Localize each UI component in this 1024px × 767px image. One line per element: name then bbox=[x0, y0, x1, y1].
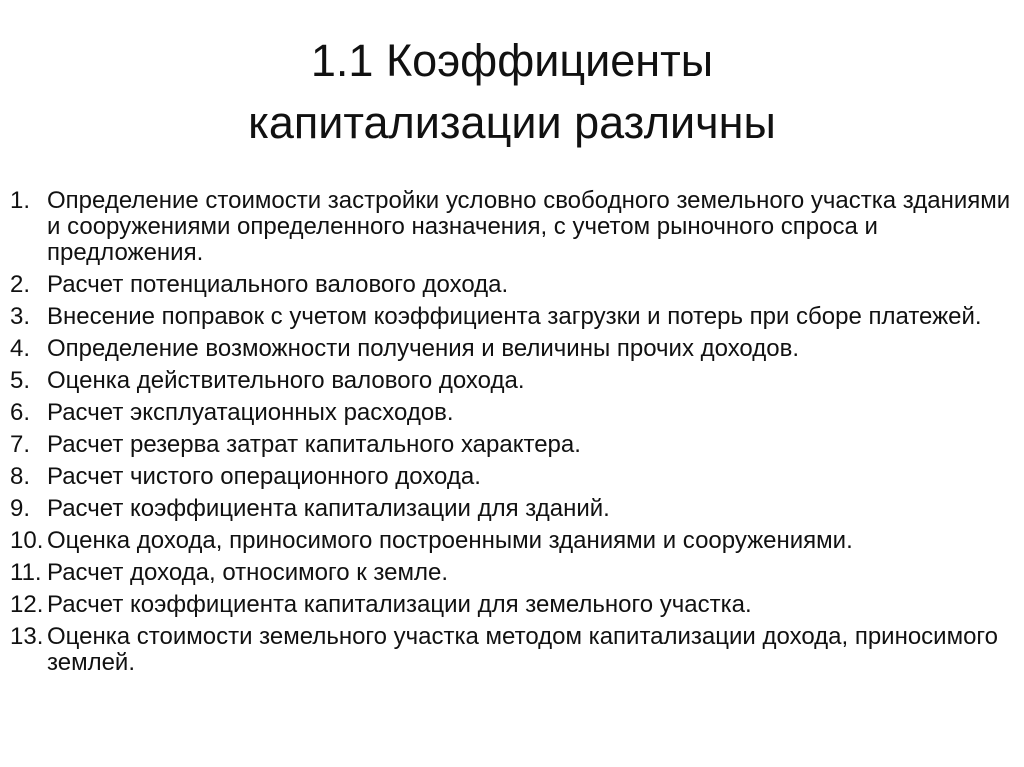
list-item-number: 13. bbox=[10, 623, 44, 650]
list-item bbox=[10, 272, 1020, 298]
list-item bbox=[10, 188, 1020, 266]
list-item-number: 8. bbox=[10, 463, 31, 490]
list-item bbox=[10, 592, 1020, 618]
list-item-text: Расчет дохода, относимого к земле. bbox=[47, 559, 449, 586]
list-item-text: Расчет коэффициента капитализации для земельного участка. bbox=[47, 591, 752, 618]
list-item-text: Оценка дохода, приносимого построенными зданиями и сооружениями. bbox=[47, 527, 853, 554]
list-item bbox=[10, 304, 1020, 330]
steps-list bbox=[10, 188, 1020, 682]
list-item-number: 3. bbox=[10, 303, 31, 330]
list-item bbox=[10, 368, 1020, 394]
title-line-1: 1.1 Коэффициенты bbox=[310, 35, 714, 86]
list-item-text: Расчет потенциального валового дохода. bbox=[47, 271, 509, 298]
list-item-number: 10. bbox=[10, 527, 44, 554]
list-item bbox=[10, 432, 1020, 458]
list-item bbox=[10, 400, 1020, 426]
list-item-text: Оценка стоимости земельного участка методом капитализации дохода, приносимого землей. bbox=[47, 623, 998, 676]
list-item-text: Расчет эксплуатационных расходов. bbox=[47, 399, 454, 426]
list-item-text: Расчет чистого операционного дохода. bbox=[47, 463, 481, 490]
list-item bbox=[10, 464, 1020, 490]
list-item-number: 7. bbox=[10, 431, 31, 458]
list-item-text: Определение возможности получения и величины прочих доходов. bbox=[47, 335, 800, 362]
slide-title bbox=[0, 30, 1024, 154]
list-item-number: 5. bbox=[10, 367, 31, 394]
list-item bbox=[10, 560, 1020, 586]
list-item bbox=[10, 496, 1020, 522]
list-item bbox=[10, 624, 1020, 676]
list-item-number: 11. bbox=[10, 559, 42, 586]
list-item-text: Расчет резерва затрат капитального характера. bbox=[47, 431, 581, 458]
list-item-number: 4. bbox=[10, 335, 31, 362]
list-item-number: 6. bbox=[10, 399, 31, 426]
list-item-number: 12. bbox=[10, 591, 44, 618]
list-item-number: 1. bbox=[10, 187, 31, 214]
list-item-number: 9. bbox=[10, 495, 31, 522]
list-item-text: Определение стоимости застройки условно свободного земельного участка зданиями и сооружениями определенного назначения, с учетом рыночного спроса и предложения. bbox=[47, 187, 1011, 266]
list-item-text: Внесение поправок с учетом коэффициента загрузки и потерь при сборе платежей. bbox=[47, 303, 982, 330]
list-item bbox=[10, 336, 1020, 362]
list-item-number: 2. bbox=[10, 271, 31, 298]
title-line-2: капитализации различны bbox=[248, 97, 776, 148]
list-item-text: Расчет коэффициента капитализации для зданий. bbox=[47, 495, 610, 522]
list-item-text: Оценка действительного валового дохода. bbox=[47, 367, 525, 394]
list-item bbox=[10, 528, 1020, 554]
